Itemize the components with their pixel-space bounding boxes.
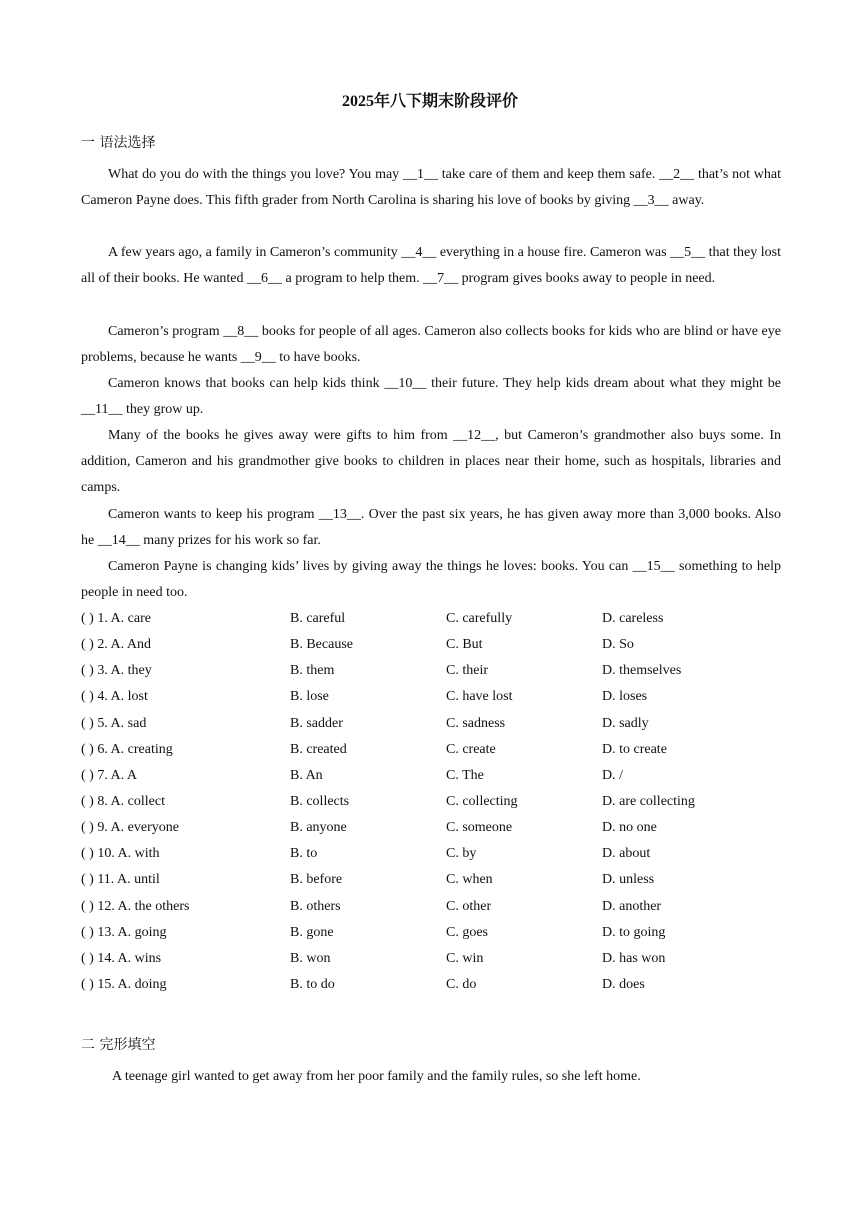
question-option-d: D. unless [602,872,655,888]
question-option-c: C. sadness [446,715,506,731]
question-option-a: ( ) 7. A. A [81,767,137,783]
passage-paragraph: A few years ago, a family in Cameron’s community __4__ everything in a house fire. Cameron was __5__ that they lost all of their books. He wanted __6__ a program to help them. __7__ program gives books away to people in need. [81,245,781,287]
question-option-c: C. have lost [446,689,513,705]
question-option-b: B. before [290,872,343,888]
question-option-d: D. does [602,976,645,992]
section-heading-cloze: 二 完形填空 [81,1037,156,1053]
question-option-b: B. others [290,898,341,914]
question-option-b: B. collects [290,793,350,809]
question-option-c: C. collecting [446,793,518,809]
question-row [81,972,801,998]
question-options-list [81,606,801,998]
page-title: 2025年八下期末阶段评价 [341,93,518,110]
passage-paragraph: Cameron Payne is changing kids’ lives by giving away the things he loves: books. You can __15__ something to help people in need too. [81,559,781,601]
question-option-d: D. no one [602,820,657,836]
question-option-a: ( ) 9. A. everyone [81,820,179,836]
question-option-a: ( ) 8. A. collect [81,793,165,809]
passage-paragraph: Many of the books he gives away were gifts to him from __12__, but Cameron’s grandmother also buys some. In addition, Cameron and his grandmother give books to children in places near their home, such as hospitals, libraries and camps. [81,428,781,496]
question-row [81,711,801,737]
question-option-d: D. are collecting [602,793,695,809]
question-option-a: ( ) 6. A. creating [81,741,173,757]
question-row [81,789,801,815]
question-option-a: ( ) 10. A. with [81,846,160,862]
question-option-c: C. other [446,898,492,914]
question-option-d: D. to going [602,924,666,940]
question-row [81,867,801,893]
question-option-c: C. do [446,976,477,992]
question-option-a: ( ) 2. A. And [81,637,151,653]
question-row [81,894,801,920]
question-row [81,815,801,841]
question-row [81,946,801,972]
question-option-d: D. / [602,767,623,783]
question-option-b: B. them [290,663,335,679]
question-option-d: D. has won [602,950,666,966]
question-option-c: C. someone [446,820,513,836]
question-option-b: B. gone [290,924,334,940]
question-option-d: D. loses [602,689,648,705]
passage-paragraph: Cameron wants to keep his program __13__. Over the past six years, he has given away more than 3,000 books. Also he __14__ many prizes for his work so far. [81,507,781,549]
question-option-b: B. to do [290,976,335,992]
question-option-d: D. another [602,898,662,914]
question-option-a: ( ) 4. A. lost [81,689,148,705]
question-option-c: C. The [446,767,484,783]
question-option-a: ( ) 3. A. they [81,663,152,679]
question-row [81,763,801,789]
question-row [81,658,801,684]
question-option-b: B. sadder [290,715,343,731]
question-option-c: C. create [446,741,496,757]
question-row [81,920,801,946]
question-option-d: D. about [602,846,651,862]
question-option-c: C. win [446,950,484,966]
question-option-b: B. created [290,741,347,757]
question-option-c: C. their [446,663,488,679]
question-option-b: B. careful [290,611,346,626]
question-option-d: D. sadly [602,715,649,731]
question-option-a: ( ) 1. A. care [81,611,151,626]
question-option-a: ( ) 15. A. doing [81,976,167,992]
question-option-d: D. careless [602,611,664,626]
question-row [81,632,801,658]
question-option-b: B. to [290,846,318,862]
question-option-b: B. anyone [290,820,347,836]
question-option-d: D. So [602,637,634,653]
question-option-c: C. when [446,872,493,888]
question-option-b: B. Because [290,637,353,653]
question-option-c: C. carefully [446,611,513,626]
question-option-c: C. But [446,637,483,653]
question-row [81,841,801,867]
question-option-c: C. by [446,846,477,862]
question-option-c: C. goes [446,924,488,940]
question-option-d: D. themselves [602,663,682,679]
question-option-d: D. to create [602,741,667,757]
section-heading-grammar: 一 语法选择 [81,135,156,151]
question-option-a: ( ) 13. A. going [81,924,167,940]
passage-paragraph: Cameron’s program __8__ books for people of all ages. Cameron also collects books for kids who are blind or have eye problems, because he wants __9__ to have books. [81,324,781,366]
question-row [81,737,801,763]
passage-paragraph: Cameron knows that books can help kids think __10__ their future. They help kids dream about what they might be __11__ they grow up. [81,376,781,418]
question-option-b: B. won [290,950,331,966]
question-option-b: B. An [290,767,323,783]
question-option-a: ( ) 5. A. sad [81,715,147,731]
cloze-first-line: A teenage girl wanted to get away from her poor family and the family rules, so she left home. [112,1069,641,1084]
question-option-a: ( ) 11. A. until [81,872,160,888]
question-option-a: ( ) 12. A. the others [81,898,190,914]
question-row [81,684,801,710]
question-row [81,606,801,632]
question-option-b: B. lose [290,689,329,705]
passage-paragraph: What do you do with the things you love? You may __1__ take care of them and keep them safe. __2__ that’s not what Cameron Payne does. This fifth grader from North Carolina is sharing his love of books by giving __3__ away. [81,167,781,209]
question-option-a: ( ) 14. A. wins [81,950,162,966]
